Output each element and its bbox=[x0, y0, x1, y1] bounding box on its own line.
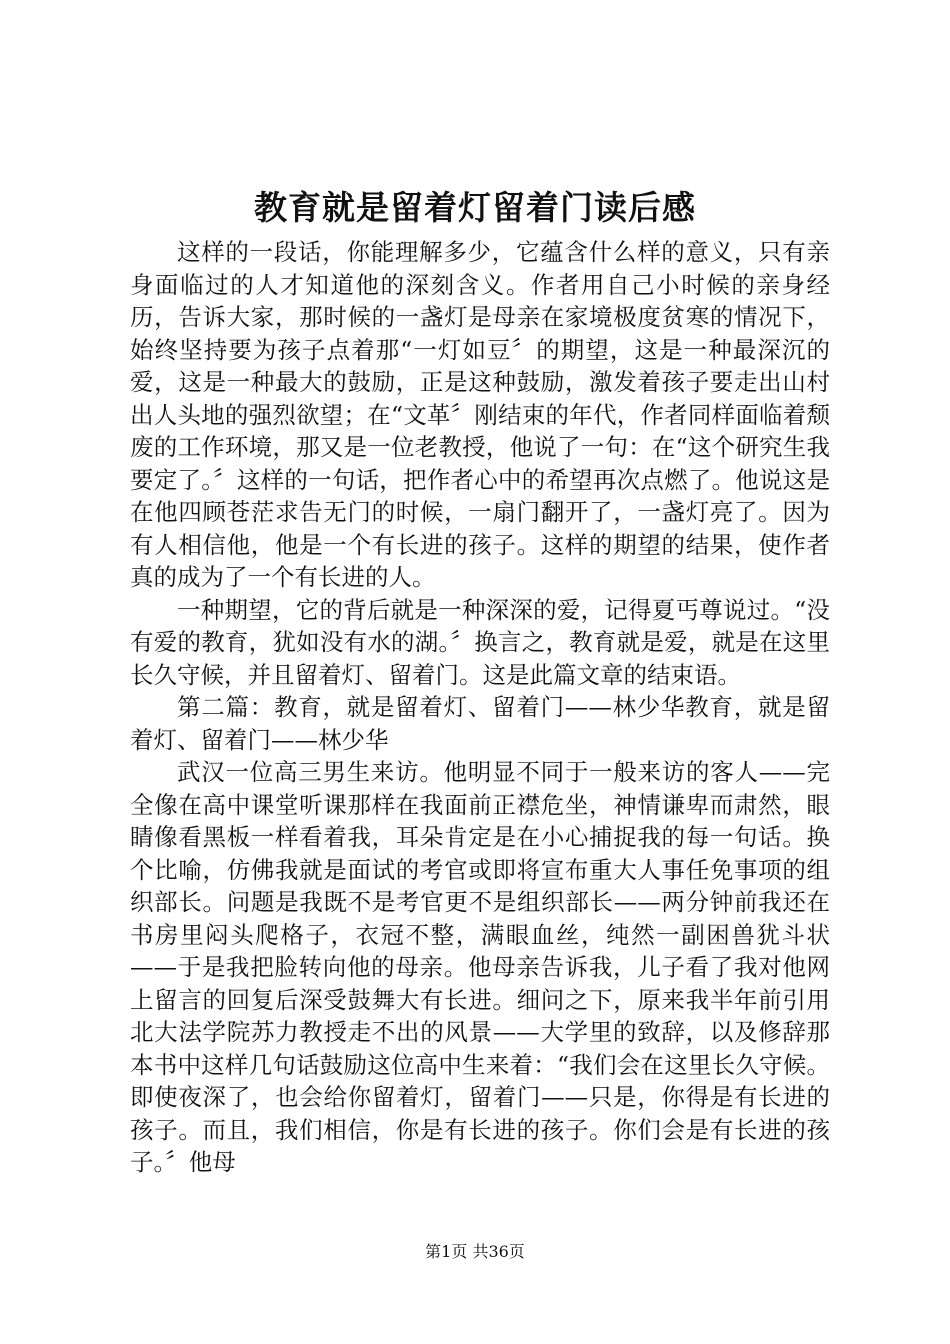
document-body bbox=[130, 236, 830, 1179]
paragraph-2: 一种期望，它的背后就是一种深深的爱，记得夏丐尊说过。“没有爱的教育，犹如没有水的湖。〞换言之，教育就是爱，就是在这里长久守候，并且留着灯、留着门。这是此篇文章的结束语。 bbox=[130, 595, 830, 689]
paragraph-1: 这样的一段话，你能理解多少，它蕴含什么样的意义，只有亲身面临过的人才知道他的深刻含义。作者用自己小时候的亲身经历，告诉大家，那时候的一盏灯是母亲在家境极度贫寒的情况下，始终坚持要为孩子点着那“一灯如豆〞的期望，这是一种最深沉的爱，这是一种最大的鼓励，正是这种鼓励，激发着孩子要走出山村出人头地的强烈欲望；在“文革〞刚结束的年代，作者同样面临着颓废的工作环境，那又是一位老教授，他说了一句：在“这个研究生我要定了。〞这样的一句话，把作者心中的希望再次点燃了。他说这是在他四顾苍茫求告无门的时候，一扇门翻开了，一盏灯亮了。因为有人相信他，他是一个有长进的孩子。这样的期望的结果，使作者真的成为了一个有长进的人。 bbox=[130, 238, 830, 591]
page-footer: 第1页 共36页 bbox=[425, 1242, 525, 1261]
document-title: 教育就是留着灯留着门读后感 bbox=[254, 188, 696, 227]
paragraph-3: 第二篇：教育，就是留着灯、留着门——林少华教育，就是留着灯、留着门——林少华 bbox=[130, 693, 830, 754]
paragraph-4: 武汉一位高三男生来访。他明显不同于一般来访的客人——完全像在高中课堂听课那样在我面前正襟危坐，神情谦卑而肃然，眼睛像看黑板一样看着我，耳朵肯定是在小心捕捉我的每一句话。换个比喻，仿佛我就是面试的考官或即将宣布重大人事任免事项的组织部长。问题是我既不是考官更不是组织部长——两分钟前我还在书房里闷头爬格子，衣冠不整，满眼血丝，纯然一副困兽犹斗状——于是我把脸转向他的母亲。他母亲告诉我，儿子看了我对他网上留言的回复后深受鼓舞大有长进。细问之下，原来我半年前引用北大法学院苏力教授走不出的风景——大学里的致辞，以及修辞那本书中这样几句话鼓励这位高中生来着：“我们会在这里长久守候。即使夜深了，也会给你留着灯，留着门——只是，你得是有长进的孩子。而且，我们相信，你是有长进的孩子。你们会是有长进的孩子。〞他母 bbox=[130, 758, 830, 1176]
